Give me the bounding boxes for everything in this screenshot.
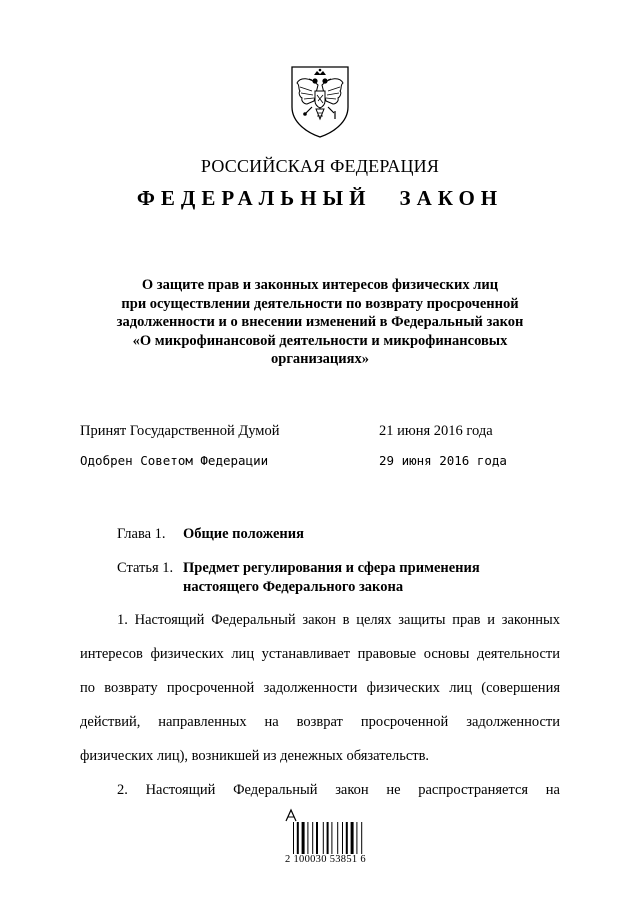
barcode-number: 2 100030 53851 6 [285,854,366,865]
barcode-icon [293,822,379,854]
paragraph-line: действий, направленных на возврат просроченной задолженности [80,714,560,730]
adoption-row-council [80,453,560,473]
law-title-line: задолженности и о внесении изменений в Федеральный закон [116,314,524,330]
article-title-line: настоящего Федерального закона [183,578,404,595]
document-type-word-1: ФЕДЕРАЛЬНЫЙ [136,186,372,210]
barcode-mark-icon [285,808,297,822]
adoption-date: 21 июня 2016 года [379,423,493,439]
paragraph-line: 2. Настоящий Федеральный закон не распространяется на [117,782,560,798]
paragraph-line: физических лиц), возникшей из денежных обязательств. [80,748,430,764]
country-name: РОССИЙСКАЯ ФЕДЕРАЦИЯ [200,156,440,176]
chapter-title: Общие положения [183,526,304,542]
article-title-line: Предмет регулирования и сфера применения [183,560,480,576]
article-number: Статья 1. [117,560,174,576]
document-type-word-2: ЗАКОН [399,186,504,210]
adoption-label: Принят Государственной Думой [80,423,280,439]
law-title-line: «О микрофинансовой деятельности и микрофинансовых [132,332,508,349]
approval-date: 29 июня 2016 года [379,453,507,468]
law-title-line: организациях» [271,351,369,367]
chapter-number: Глава 1. [117,526,166,542]
approval-label: Одобрен Советом Федерации [80,453,269,468]
barcode [285,808,381,868]
paragraph-line: интересов физических лиц устанавливает правовые основы деятельности [80,646,560,662]
law-title-line: О защите прав и законных интересов физических лиц [141,277,499,293]
law-title-line: при осуществлении деятельности по возврату просроченной [121,295,519,312]
document-type [0,186,640,211]
adoption-row-duma [80,423,560,443]
russian-coat-of-arms-icon [288,63,352,139]
paragraph-line: по возврату просроченной задолженности физических лиц (совершения [80,680,560,696]
paragraph-line: 1. Настоящий Федеральный закон в целях защиты прав и законных [117,612,560,628]
law-title [80,276,560,369]
